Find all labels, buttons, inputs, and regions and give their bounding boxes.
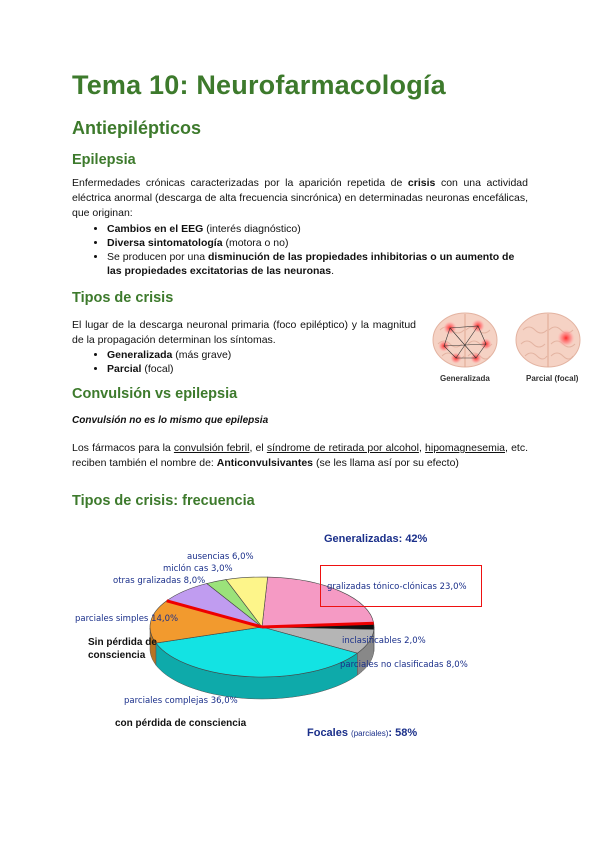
convulsion-subtitle: Convulsión no es lo mismo que epilepsia	[72, 415, 269, 426]
slice-label: gralizadas tónico-clónicas 23,0%	[327, 582, 467, 592]
slice-label: ausencias 6,0%	[187, 552, 254, 562]
slice-label: otras gralizadas 8,0%	[113, 576, 206, 586]
convulsion-paragraph: Los fármacos para la convulsión febril, el síndrome de retirada por alcohol, hipomagnesemia, etc. reciben también el nombre de: Anticonvulsivantes (se les llama así por su efecto)	[72, 442, 528, 469]
convulsion-heading: Convulsión vs epilepsia	[72, 386, 238, 402]
list-item: • Se producen por una disminución de las propiedades inhibitorias o un aumento de las propiedades excitatorias de las neuronas.	[107, 250, 527, 278]
partial-brain	[516, 313, 580, 367]
group-label-focales: Focales (parciales): 58%	[307, 727, 418, 739]
tipos-paragraph: El lugar de la descarga neuronal primaria (foco epiléptico) y la magnitud de la propagación determinan los síntomas.	[72, 319, 416, 346]
generalized-brain	[433, 313, 497, 367]
section-heading: Antiepilépticos	[72, 118, 202, 138]
slice-label: parciales no clasificadas 8,0%	[340, 660, 468, 670]
epilepsia-bullets	[72, 222, 527, 278]
list-item: • Generalizada (más grave)	[107, 348, 527, 362]
frecuencia-heading: Tipos de crisis: frecuencia	[72, 493, 255, 509]
slice-label: parciales complejas 36,0%	[124, 696, 238, 706]
brains-illustration	[428, 312, 588, 372]
list-item: • Parcial (focal)	[107, 362, 527, 376]
list-item: • Cambios en el EEG (interés diagnóstico)	[107, 222, 527, 236]
figure-label-generalizada: Generalizada	[440, 374, 490, 383]
tipos-heading: Tipos de crisis	[72, 290, 174, 306]
slice-label: inclasificables 2,0%	[342, 636, 426, 646]
annotation-sin-perdida: Sin pérdida de consciencia	[88, 637, 157, 661]
group-label-generalizadas: Generalizadas: 42%	[324, 533, 428, 545]
epilepsia-heading: Epilepsia	[72, 152, 136, 168]
slice-label: parciales simples 14,0%	[75, 614, 179, 624]
slice-label: miclón cas 3,0%	[163, 564, 233, 574]
figure-label-parcial: Parcial (focal)	[526, 374, 579, 383]
epilepsia-paragraph: Enfermedades crónicas caracterizadas por la aparición repetida de crisis con una actividad eléctrica anormal (descarga de alta frecuencia sincrónica) en determinadas neuronas encefálicas, que originan:	[72, 177, 528, 219]
list-item: • Diversa sintomatología (motora o no)	[107, 236, 527, 250]
brain-figure	[428, 312, 588, 388]
page-title: Tema 10: Neurofarmacología	[72, 70, 446, 100]
annotation-con-perdida: con pérdida de consciencia	[115, 718, 247, 729]
